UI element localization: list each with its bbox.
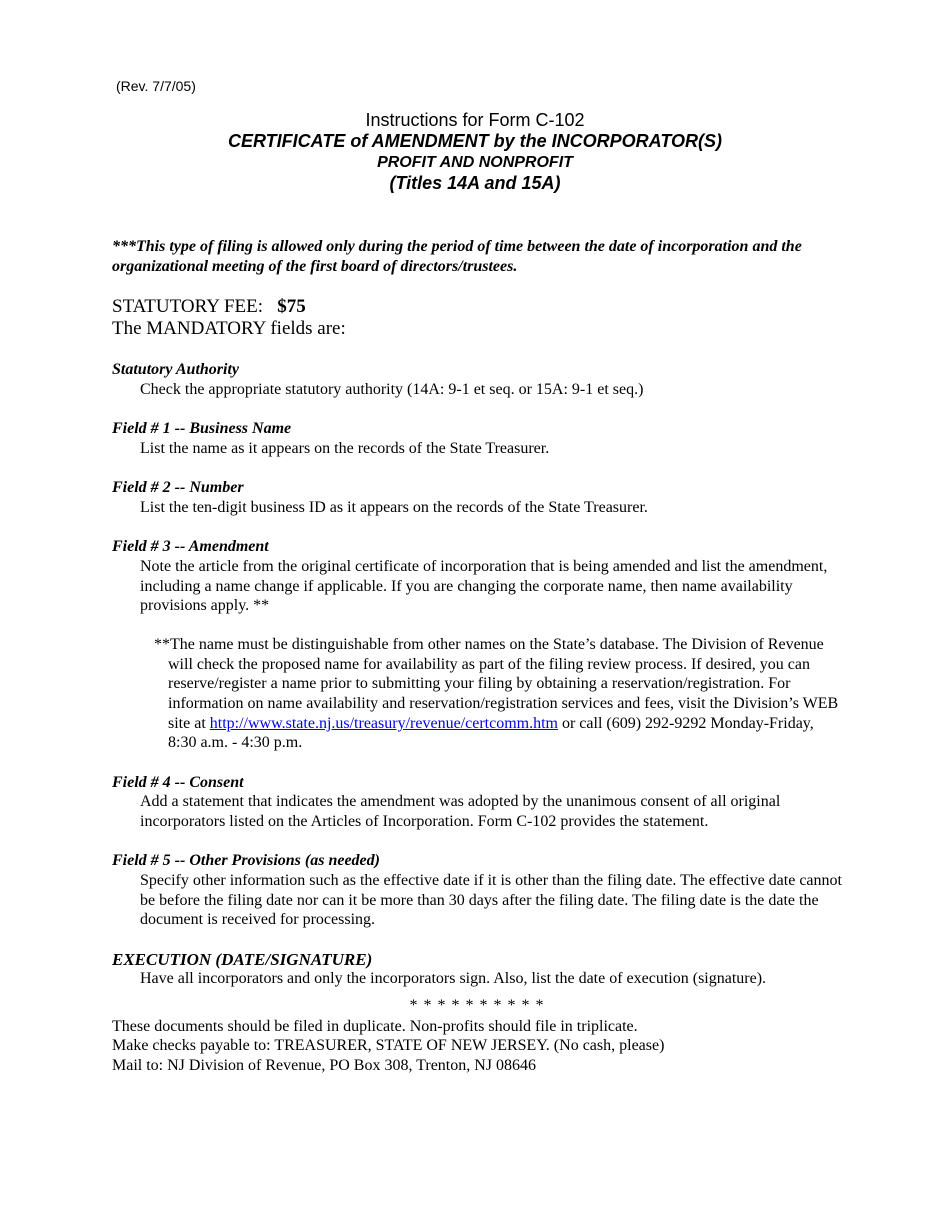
form-title: Instructions for Form C-102: [365, 110, 585, 130]
section-text: List the ten-digit business ID as it appears on the records of the State Treasurer.: [140, 498, 648, 516]
certificate-title: CERTIFICATE of AMENDMENT by the INCORPORATOR(S): [228, 131, 722, 151]
section-text: Specify other information such as the effective date if it is other than the filing date. The effective date cannot be before the filing date nor can it be more than 30 days after the filing date. The filing date is the date the document is received for processing.: [140, 871, 842, 929]
filing-notice: ***This type of filing is allowed only during the period of time between the date of incorporation and the organizational meeting of the first board of directors/trustees.: [112, 238, 802, 275]
section-field-5: [112, 851, 842, 930]
mandatory-intro: The MANDATORY fields are:: [112, 318, 346, 340]
filing-copies-note: These documents should be filed in duplicate. Non-profits should file in triplicate.: [112, 1017, 638, 1035]
division-website-link[interactable]: http://www.state.nj.us/treasury/revenue/certcomm.htm: [209, 714, 558, 732]
section-text: Have all incorporators and only the incorporators sign. Also, list the date of execution (signature).: [140, 970, 767, 988]
separator-stars: * * * * * * * * * *: [409, 996, 545, 1014]
payment-note: Make checks payable to: TREASURER, STATE OF NEW JERSEY. (No cash, please): [112, 1037, 665, 1055]
name-availability-note: [154, 635, 842, 753]
section-heading: Field # 4 -- Consent: [112, 773, 244, 791]
fee-amount: $75: [277, 296, 306, 318]
section-heading: Field # 2 -- Number: [112, 479, 244, 497]
section-text: Check the appropriate statutory authority (14A: 9-1 et seq. or 15A: 9-1 et seq.): [140, 381, 644, 399]
closing-instructions: [112, 1017, 842, 1076]
note-text: **The name must be distinguishable from other names on the State’s database. The Division of Revenue will check the proposed name for availability as part of the filing review process. If desired, you can reserve/register a name prior to submitting your filing by obtaining a reservation/registration. For information on name availability and reservation/registration services and fees, visit the Division’s WEB site at: [154, 635, 839, 732]
section-heading: Field # 1 -- Business Name: [112, 420, 292, 438]
section-field-2: [112, 478, 842, 517]
section-heading: Statutory Authority: [112, 361, 239, 379]
section-text: Add a statement that indicates the amendment was adopted by the unanimous consent of all original incorporators listed on the Articles of Incorporation. Form C-102 provides the statement.: [140, 793, 781, 831]
section-text: List the name as it appears on the records of the State Treasurer.: [140, 440, 550, 458]
statutory-fee: [112, 296, 842, 318]
section-heading: Field # 5 -- Other Provisions (as needed): [112, 852, 380, 870]
note-contact: or call (609) 292-9292 Monday-Friday, 8:30 a.m. - 4:30 p.m.: [168, 714, 814, 752]
section-field-3: [112, 537, 842, 753]
section-statutory-authority: [112, 360, 842, 399]
section-heading: EXECUTION (DATE/SIGNATURE): [112, 949, 373, 969]
profit-nonprofit-subtitle: PROFIT AND NONPROFIT: [377, 154, 573, 171]
section-field-4: [112, 773, 842, 832]
title-block: [0, 110, 950, 194]
titles-subtitle: (Titles 14A and 15A): [389, 173, 561, 193]
mailing-address: Mail to: NJ Division of Revenue, PO Box 308, Trenton, NJ 08646: [112, 1057, 537, 1075]
section-heading: Field # 3 -- Amendment: [112, 538, 269, 556]
section-field-1: [112, 419, 842, 458]
section-text: Note the article from the original certificate of incorporation that is being amended and list the amendment, including a name change if applicable. If you are changing the corporate name, then name availability provisions apply. **: [140, 557, 828, 615]
revision-date: (Rev. 7/7/05): [116, 78, 196, 94]
instructions-body: [112, 237, 842, 1076]
section-execution: [112, 950, 842, 989]
fee-label: STATUTORY FEE:: [112, 296, 264, 318]
